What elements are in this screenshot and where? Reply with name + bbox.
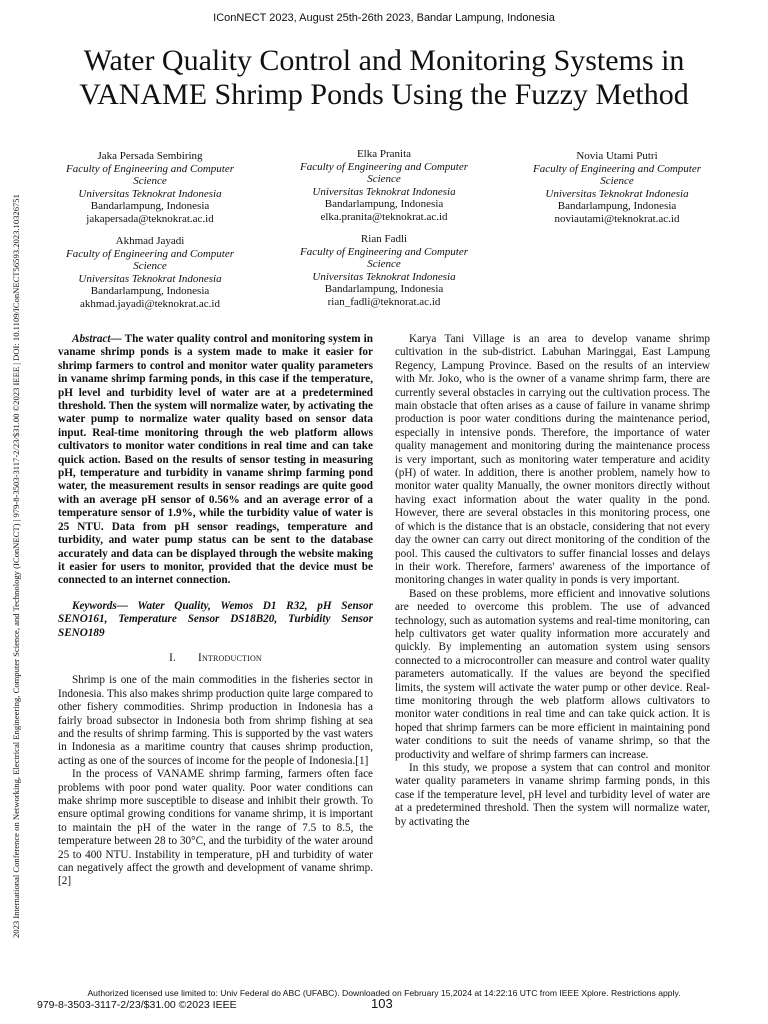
conference-header: IConNECT 2023, August 25th-26th 2023, Bandar Lampung, Indonesia (213, 12, 555, 24)
author-email: jakapersada@teknokrat.ac.id (86, 212, 214, 225)
intro-paragraph-1: Shrimp is one of the main commodities in the fisheries sector in Indonesia. This also makes shrimp production quite large compared to other fishery commodities. Shrimp production in Indonesia has a fairly broad subsector in Indonesia both from shrimp fishing at sea and the results of shrimp farming. This is supported by the vast waters in Indonesia as a maritime country that causes shrimp production, acting as one of the sources of income for the people of Indonesia.[1] (58, 674, 373, 767)
author-city: Bandarlampung, Indonesia (324, 283, 444, 295)
author-name: Elka Pranita (356, 148, 412, 160)
author-faculty: Faculty of Engineering and Computer (65, 247, 235, 260)
author-email: noviautami@teknokrat.ac.id (554, 212, 680, 225)
paper-title (40, 44, 728, 112)
author-university: Universitas Teknokrat Indonesia (312, 270, 456, 283)
author-email: akhmad.jayadi@teknokrat.ac.id (80, 297, 220, 310)
intro-paragraph-3: Karya Tani Village is an area to develop vaname shrimp cultivation in the sub-district. Labuhan Maringgai, East Lampung Regency, Lampung Province. Based on the results of an interview with Mr. Joko, who is the owner of a vaname shrimp farm, there are currently several obstacles in carrying out the cultivation process. The main obstacle that often arises as a cause of failure in vaname shrimp production is poor water conditions during the maintenance period, especially in intensive ponds. Therefore, the importance of water quality management and monitoring during the maintenance process is very important, such as monitoring water temperature and acidity (pH) of water. In addition, there is another problem, namely how to monitor water quality Manually, the owner monitors directly without having exact information about the water quality in the pond. However, there are several obstacles in this monitoring process, one of which is the distance that is an obstacle, considering that not every day the owner can carry out direct monitoring of the condition of the pool. This caused the cultivators to suffer financial losses and delays in their work. Therefore, farmers' awareness of the importance of monitoring changes in water quality in ponds is very important. (395, 333, 710, 587)
author-city: Bandarlampung, Indonesia (90, 200, 210, 212)
author-university: Universitas Teknokrat Indonesia (545, 187, 689, 200)
title-line-1: Water Quality Control and Monitoring Systems in (83, 44, 685, 77)
title-line-2: VANAME Shrimp Ponds Using the Fuzzy Method (79, 78, 689, 111)
author-block-3 (517, 150, 717, 225)
keywords: Keywords— Water Quality, Wemos D1 R32, pH Sensor SENO161, Temperature Sensor DS18B20, Turbidity Sensor SENO189 (58, 599, 373, 639)
author-city: Bandarlampung, Indonesia (324, 198, 444, 210)
author-email: rian_fadli@teknorat.ac.id (327, 295, 441, 308)
author-faculty-cont: Science (133, 260, 167, 272)
isbn-footer: 979-8-3503-3117-2/23/$31.00 ©2023 IEEE (37, 999, 237, 1011)
author-block-2 (284, 148, 484, 223)
author-faculty-cont: Science (367, 258, 401, 270)
author-block-1 (50, 150, 250, 225)
intro-paragraph-2: In the process of VANAME shrimp farming, farmers often face problems with poor pond water quality. Poor water conditions can make shrimp more susceptible to disease and inhibit their growth. To ensure optimal growing conditions for vaname shrimp, it is important to maintain the pH of the water in the range of 7.5 to 8.5, the temperature between 28 to 30°C, and the turbidity of the water around 25 to 400 NTU. Instability in temperature, pH and turbidity of water can negatively affect the growth and development of vaname shrimp. [2] (58, 768, 373, 888)
right-column (395, 333, 710, 829)
author-block-5 (284, 233, 484, 308)
section-number: I. (169, 651, 177, 664)
author-name: Rian Fadli (360, 233, 408, 245)
author-city: Bandarlampung, Indonesia (90, 285, 210, 297)
author-faculty: Faculty of Engineering and Computer (65, 162, 235, 175)
author-email: elka.pranita@teknokrat.ac.id (320, 210, 448, 223)
author-university: Universitas Teknokrat Indonesia (78, 187, 222, 200)
section-heading-introduction (58, 652, 373, 665)
license-footer: Authorized licensed use limited to: Univ Federal do ABC (UFABC). Downloaded on February 15,2024 at 14:22:16 UTC from IEEE Xplore. Restrictions apply. (87, 988, 681, 998)
author-name: Jaka Persada Sembiring (97, 150, 203, 162)
intro-paragraph-5: In this study, we propose a system that can control and monitor water quality parameters in vaname shrimp farming ponds, in this case if the temperature level, pH level and turbidity level of water are at a predetermined threshold. Then the system will normalize water, by activating the (395, 762, 710, 828)
author-faculty: Faculty of Engineering and Computer (299, 245, 469, 258)
author-faculty-cont: Science (133, 175, 167, 187)
abstract-lead: Abstract— (72, 333, 122, 345)
section-title: Introduction (198, 651, 262, 664)
author-university: Universitas Teknokrat Indonesia (312, 185, 456, 198)
author-faculty: Faculty of Engineering and Computer (532, 162, 702, 175)
author-university: Universitas Teknokrat Indonesia (78, 272, 222, 285)
author-name: Novia Utami Putri (576, 150, 658, 162)
abstract (58, 333, 373, 588)
author-city: Bandarlampung, Indonesia (557, 200, 677, 212)
left-column (58, 333, 373, 889)
doi-side-strip: 2023 International Conference on Networking, Electrical Engineering, Computer Science, and Technology (IConNECT) | 979-8-3503-3117-2/23/$31.00 ©2023 IEEE | DOI: 10.1109/IConNECT56593.2023.10326751 (11, 194, 21, 938)
author-faculty: Faculty of Engineering and Computer (299, 160, 469, 173)
author-faculty-cont: Science (367, 173, 401, 185)
abstract-body: The water quality control and monitoring system in vaname shrimp ponds is a system made to make it easier for shrimp farmers to control and monitor water quality parameters in vaname shrimp farming ponds, in this case if the temperature, pH level and turbidity level of water are at a predetermined threshold. Then the system will normalize water, by activating the water pump to normalize water quality based on sensor data input. Real-time monitoring through the web platform allows cultivators to monitor water conditions in real time and can take quick action. Based on the results of sensor testing in measuring pH, temperature and turbidity in vaname shrimp farming pond water, the measurement results in sensor readings are quite good with an average pH sensor of 0.56% and an average error of a temperature sensor of 1.9%, while the turbidity value of water is 25 NTU. Data from pH sensor readings, temperature and turbidity, and water pump status can be sent to the database accurately and data can be displayed through the website making it easier for users to monitor, provided that the device must be connected to an internet connection. (58, 333, 373, 587)
author-name: Akhmad Jayadi (115, 235, 185, 247)
author-faculty-cont: Science (600, 175, 634, 187)
intro-paragraph-4: Based on these problems, more efficient and innovative solutions are needed to overcome this problem. The use of advanced technology, such as automation systems and real-time monitoring, can help cultivators get water quality information more accurately and quickly. By implementing an automation system using sensors connected to a microcontroller can measure and control water quality parameters automatically. If the values are beyond the specified limits, the system will activate the water pump or other device. Real-time monitoring through the web platform allows cultivators to monitor water conditions in real time and can take quick action. It is hoped that shrimp farmers can be more efficient in maintaining pond water conditions to suit the needs of vaname shrimp, so that the productivity and welfare of shrimp farmers can increase. (395, 587, 710, 761)
author-block-4 (50, 235, 250, 310)
page-number: 103 (371, 996, 393, 1011)
